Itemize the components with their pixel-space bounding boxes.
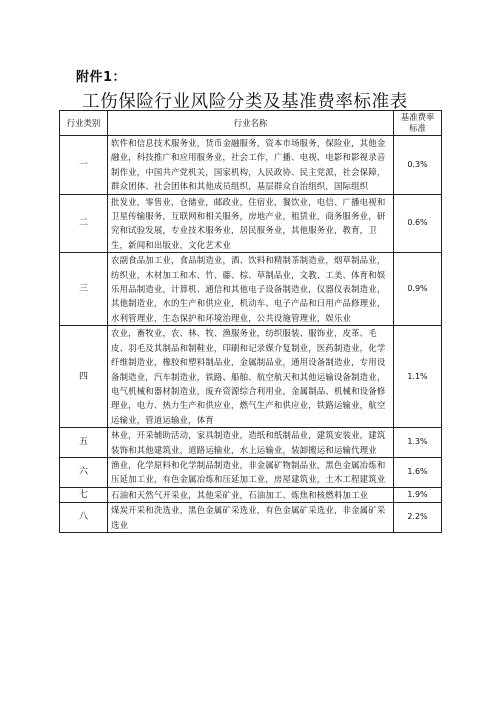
row-rate: 0.6% [394,194,442,253]
row-industry: 石油和天然气开采业，其他采矿业，石油加工、炼焦和核燃料加工业 [108,487,394,502]
row-industry: 农业，畜牧业，农、林、牧、渔服务业，纺织服装、服饰业，皮革、毛皮、羽毛及其制品和制鞋业，印刷和记录媒介复制业，医药制造业，化学纤维制造业，橡胶和塑料制品业，金属制品业，通用设备制造业，专用设备制造业，汽车制造业，铁路、船舶、航空航天和其他运输设备制造业，电气机械和器材制造业，废弃资源综合利用业，金属制品、机械和设备修理业，电力、热力生产和供应业，燃气生产和供应业，铁路运输业，航空运输业，管道运输业，体育 [108,326,394,428]
row-category: 七 [60,487,108,502]
table-row [60,428,442,458]
header-industry: 行业名称 [108,111,394,136]
row-category: 三 [60,253,108,326]
row-industry: 林业，开采辅助活动，家具制造业，造纸和纸制品业，建筑安装业，建筑装饰和其他建筑业，道路运输业，水上运输业，装卸搬运和运输代理业 [108,428,394,458]
row-industry: 批发业，零售业，仓储业，邮政业，住宿业，餐饮业，电信、广播电视和卫星传输服务，互联网和相关服务，房地产业，租赁业，商务服务业，研究和试验发展，专业技术服务业，居民服务业，其他服务业，教育，卫生，新闻和出版业，文化艺术业 [108,194,394,253]
rate-table [59,110,442,533]
row-rate: 1.6% [394,457,442,487]
header-rate: 基准费率标准 [394,111,442,136]
row-rate: 0.3% [394,136,442,195]
table-header-row [60,111,442,136]
row-rate: 1.3% [394,428,442,458]
table-row [60,487,442,502]
table-row [60,194,442,253]
attachment-label: 附件1： [76,70,127,85]
row-rate: 0.9% [394,253,442,326]
row-category: 二 [60,194,108,253]
row-category: 六 [60,457,108,487]
row-rate: 1.9% [394,487,442,502]
header-category: 行业类别 [60,111,108,136]
row-category: 八 [60,503,108,533]
table-row [60,136,442,195]
row-industry: 软件和信息技术服务业，货币金融服务，资本市场服务，保险业，其他金融业，科技推广和应用服务业，社会工作，广播、电视、电影和影视录音制作业，中国共产党机关，国家机构，人民政协、民主党派，社会保障，群众团体、社会团体和其他成员组织，基层群众自治组织，国际组织 [108,136,394,195]
row-industry: 渔业，化学原料和化学制品制造业，非金属矿物制品业，黑色金属冶炼和压延加工业，有色金属冶炼和压延加工业，房屋建筑业，土木工程建筑业 [108,457,394,487]
row-rate: 2.2% [394,503,442,533]
row-rate: 1.1% [394,326,442,428]
table-row [60,326,442,428]
table-row [60,503,442,533]
row-industry: 农副食品加工业，食品制造业，酒、饮料和精制茶制造业，烟草制品业，纺织业，木材加工和木、竹、藤、棕、草制品业，文教、工美、体育和娱乐用品制造业，计算机、通信和其他电子设备制造业，仪器仪表制造业，其他制造业，水的生产和供应业，机动车、电子产品和日用产品修理业，水利管理业，生态保护和环境治理业，公共设施管理业，娱乐业 [108,253,394,326]
table-row [60,253,442,326]
row-category: 一 [60,136,108,195]
row-category: 四 [60,326,108,428]
document-title: 工伤保险行业风险分类及基准费率标准表 [82,92,408,112]
table-row [60,457,442,487]
row-category: 五 [60,428,108,458]
row-industry: 煤炭开采和洗选业，黑色金属矿采选业，有色金属矿采选业，非金属矿采选业 [108,503,394,533]
